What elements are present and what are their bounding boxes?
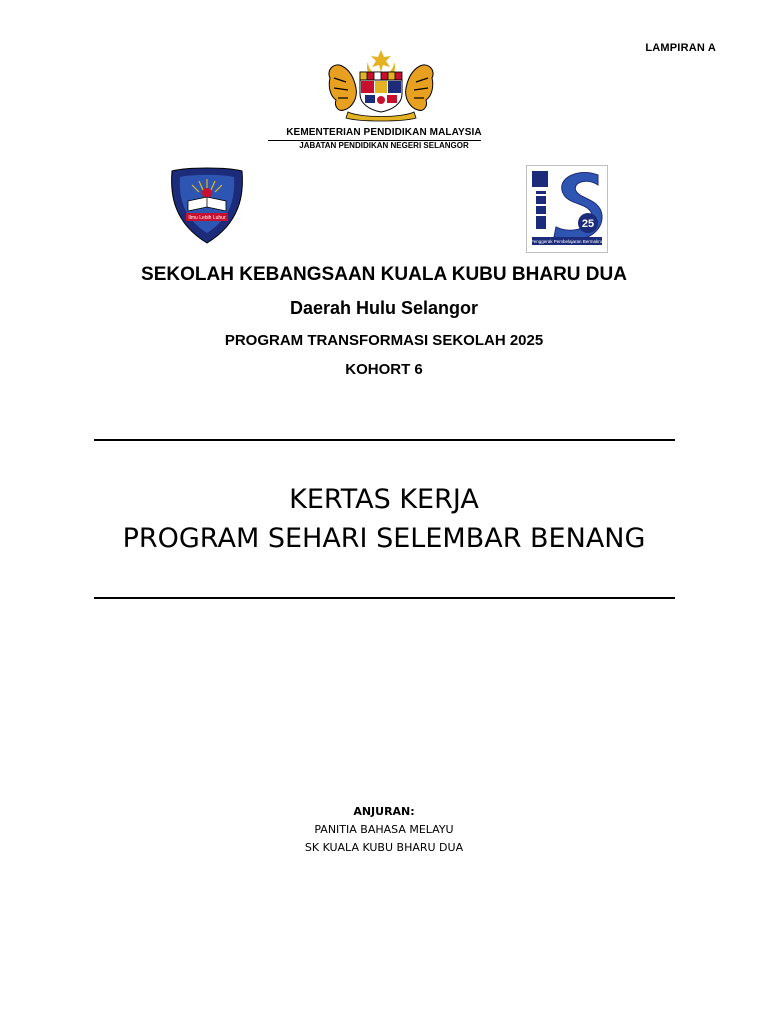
department-name: JABATAN PENDIDIKAN NEGERI SELANGOR [299, 141, 469, 150]
document-subtitle: PROGRAM SEHARI SELEMBAR BENANG [122, 523, 646, 554]
school-crest-text: Ilmu Lebih Luhur [188, 215, 226, 221]
school-name: SEKOLAH KEBANGSAAN KUALA KUBU BHARU DUA [141, 264, 627, 285]
attachment-label: LAMPIRAN A [645, 42, 716, 54]
pts-number: 25 [581, 218, 595, 230]
district-name: Daerah Hulu Selangor [289, 298, 479, 318]
cohort-label: KOHORT 6 [345, 361, 423, 378]
pts-tagline: Penggerak Pembelajaran Bermakna [530, 239, 604, 244]
organizer-committee: PANITIA BAHASA MELAYU [314, 823, 454, 836]
malaysia-coat-of-arms-icon [320, 48, 442, 122]
ministry-name: KEMENTERIAN PENDIDIKAN MALAYSIA [286, 127, 482, 138]
bottom-divider [94, 597, 675, 599]
top-divider [94, 439, 675, 441]
organizer-label: ANJURAN: [353, 805, 415, 818]
school-crest-icon [166, 165, 248, 245]
organizer-school: SK KUALA KUBU BHARU DUA [304, 841, 464, 854]
document-title: KERTAS KERJA [289, 484, 479, 515]
program-name: PROGRAM TRANSFORMASI SEKOLAH 2025 [224, 332, 544, 349]
pts2025-logo-icon [526, 165, 608, 253]
